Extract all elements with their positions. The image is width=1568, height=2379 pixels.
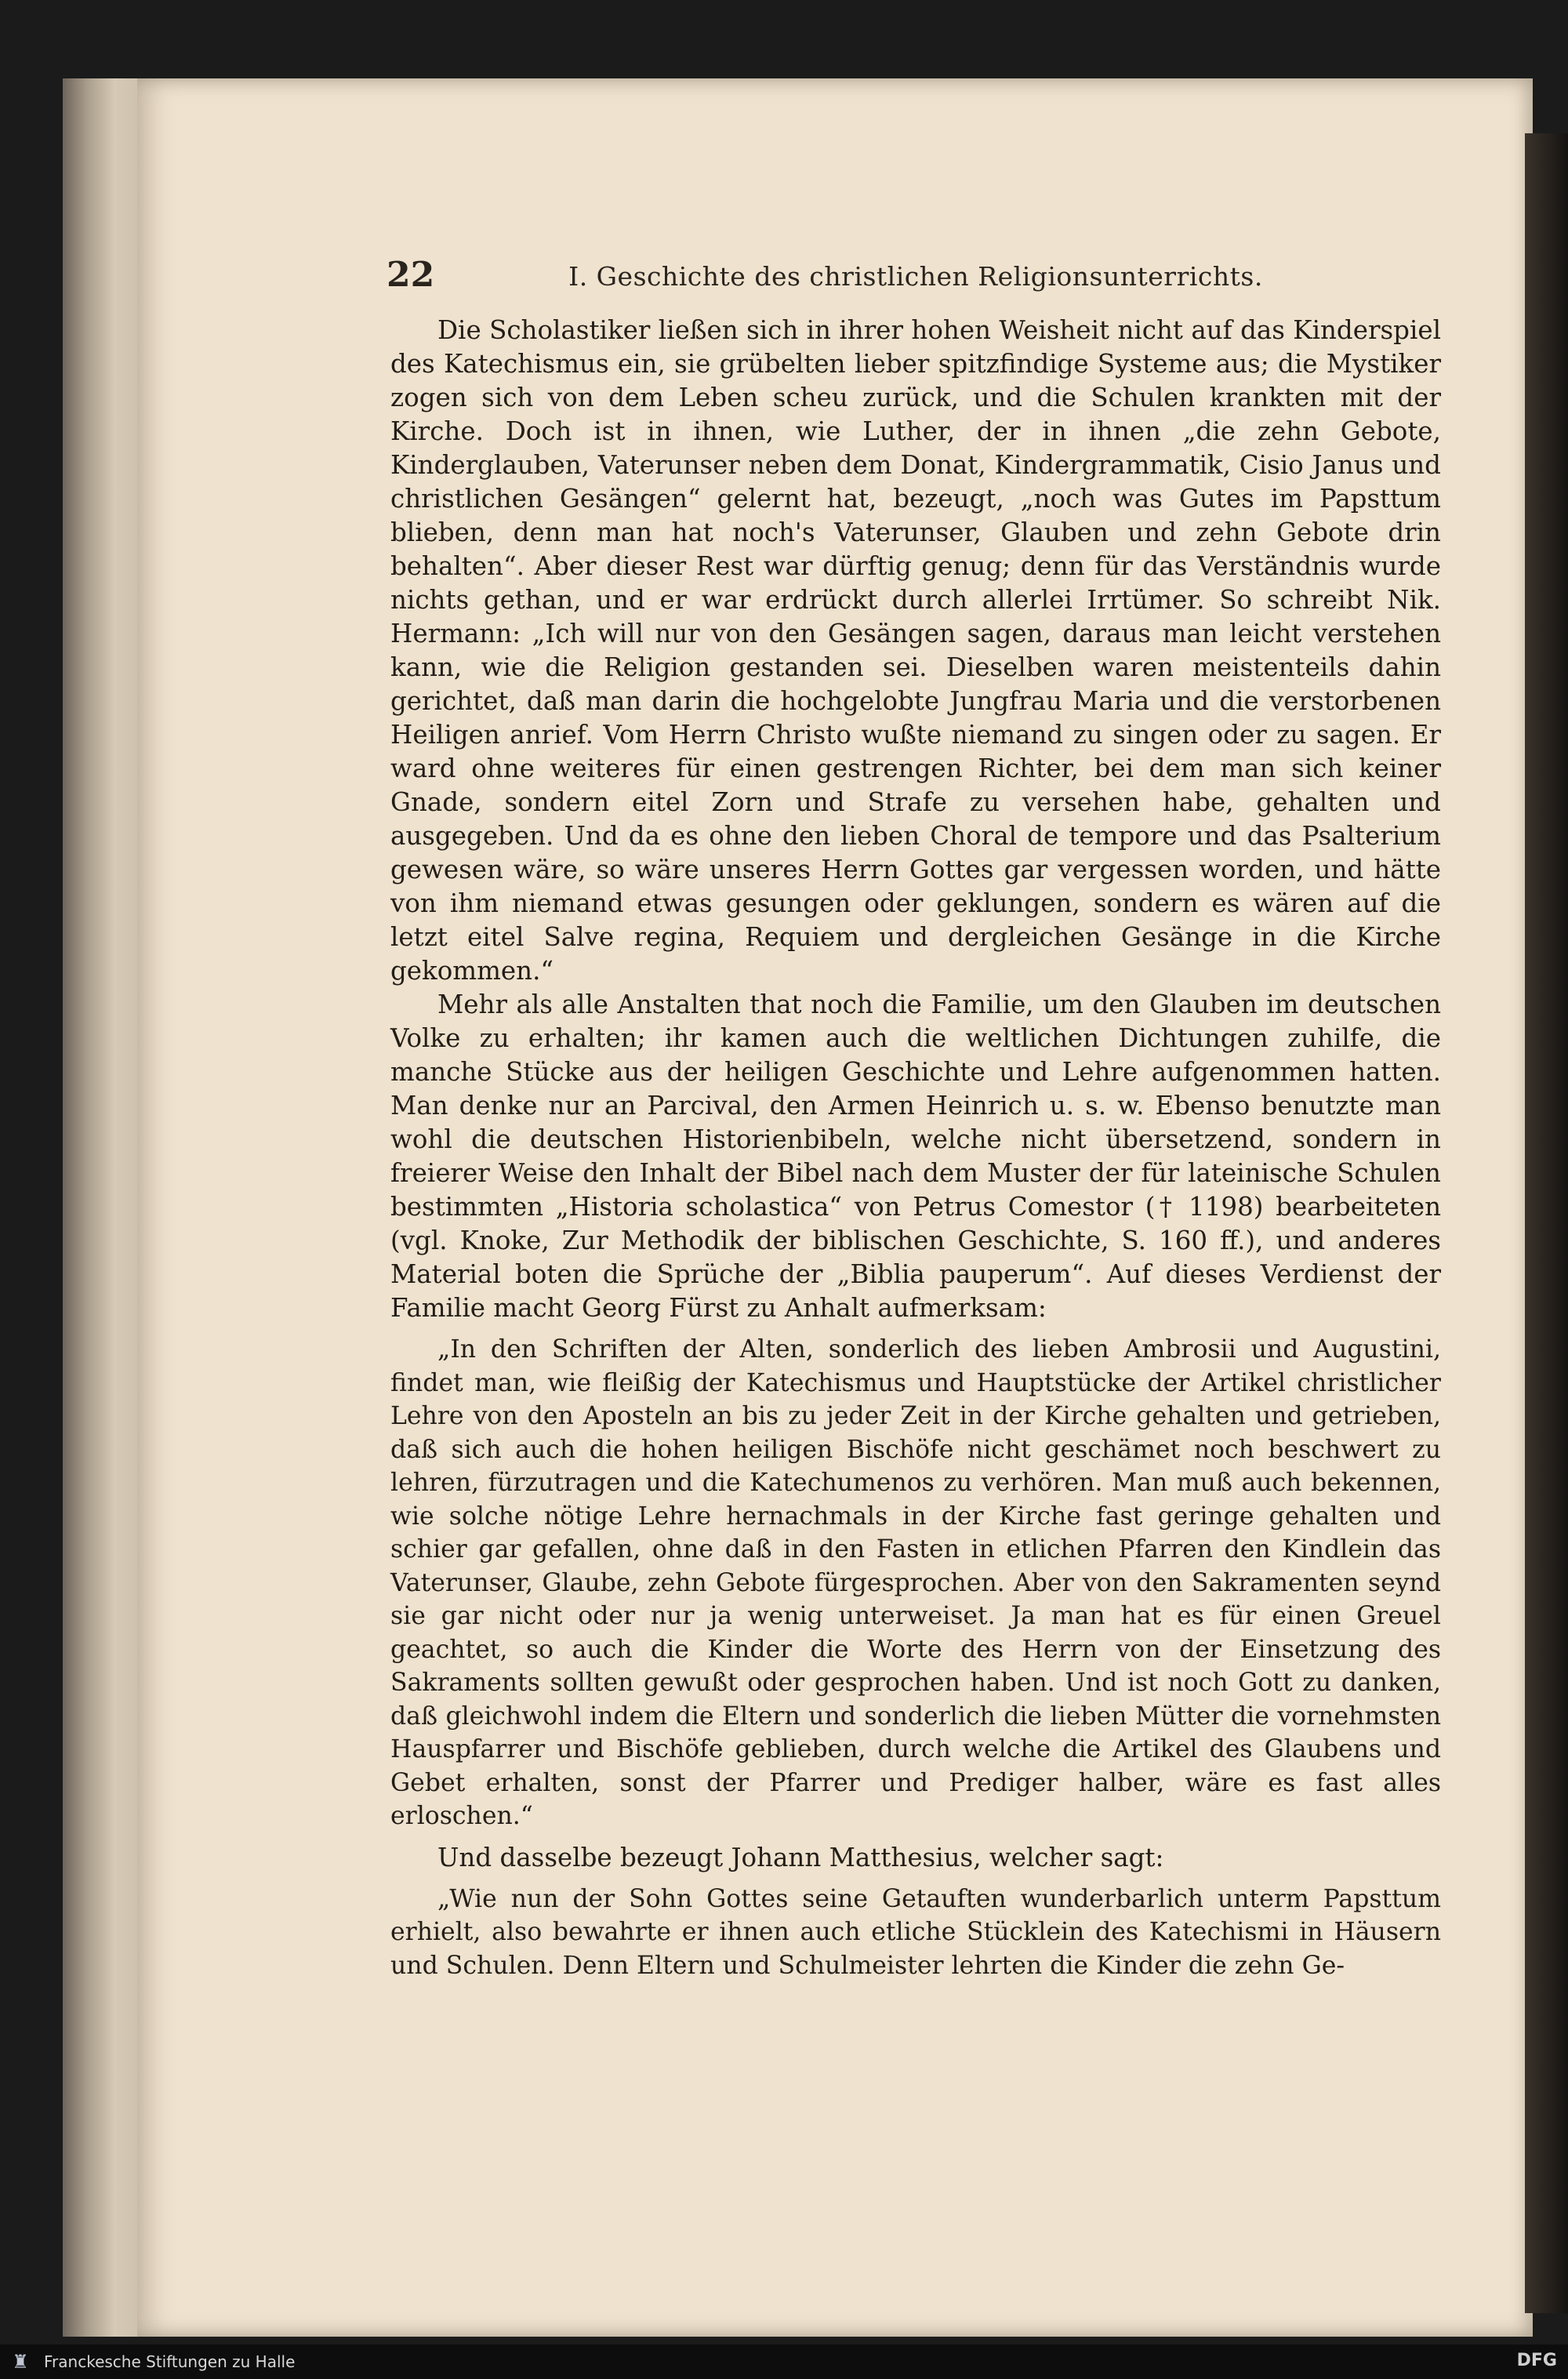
page-number: 22 <box>387 255 435 295</box>
body-text <box>390 314 1441 1982</box>
running-title: I. Geschichte des christlichen Religionsunterrichts. <box>568 261 1263 292</box>
paragraph-2: Mehr als alle Anstalten that noch die Familie, um den Glauben im deutschen Volke zu erhalten; ihr kamen auch die weltlichen Dichtungen zuhilfe, die manche Stücke aus der heiligen Geschichte und Lehre aufgenommen hatten. Man denke nur an Parcival, den Armen Heinrich u. s. w. Ebenso benutzte man wohl die deutschen Historienbibeln, welche nicht übersetzend, sondern in freierer Weise den Inhalt der Bibel nach dem Muster der für lateinische Schulen bestimmten „Historia scholastica“ von Petrus Comestor († 1198) bearbeiteten (vgl. Knoke, Zur Methodik der biblischen Geschichte, S. 160 ff.), und anderes Material boten die Sprüche der „Biblia pauperum“. Auf dieses Verdienst der Familie macht Georg Fürst zu Anhalt aufmerksam: <box>390 990 1441 1323</box>
institution-logo-icon: ♜ <box>12 2351 29 2373</box>
paragraph-3: Und dasselbe bezeugt Johann Matthesius, welcher sagt: <box>437 1842 1164 1872</box>
page-gutter <box>1525 133 1568 2313</box>
paragraph-1: Die Scholastiker ließen sich in ihrer hohen Weisheit nicht auf das Kinderspiel des Katechismus ein, sie grübelten lieber spitzfindige Systeme aus; die Mystiker zogen sich von dem Leben scheu zurück, und die Schulen krankten mit der Kirche. Doch ist in ihnen, wie Luther, der in ihnen „die zehn Gebote, Kinderglauben, Vaterunser neben dem Donat, Kindergrammatik, Cisio Janus und christlichen Gesängen“ gelernt hat, bezeugt, „noch was Gutes im Papsttum blieben, denn man hat noch's Vaterunser, Glauben und zehn Gebote drin behalten“. Aber dieser Rest war dürftig genug; denn für das Verständnis wurde nichts gethan, und er war erdrückt durch allerlei Irrtümer. So schreibt Nik. Hermann: „Ich will nur von den Gesängen sagen, daraus man leicht verstehen kann, wie die Religion gestanden sei. Dieselben waren meistenteils dahin gerichtet, daß man darin die hochgelobte Jungfrau Maria und die verstorbenen Heiligen anrief. Vom Herrn Christo wußte niemand zu singen oder zu sagen. Er ward ohne weiteres für einen gestrengen Richter, bei dem man sich keiner Gnade, sondern eitel Zorn und Strafe zu versehen habe, gehalten und ausgegeben. Und da es ohne den lieben Choral de tempore und das Psalterium gewesen wäre, so wäre unseres Herrn Gottes gar vergessen worden, und hätte von ihm niemand etwas gesungen oder geklungen, sondern es wären auf die letzt eitel Salve regina, Requiem und dergleichen Gesänge in die Kirche gekommen.“ <box>390 315 1441 986</box>
dfg-logo: DFG <box>1516 2351 1557 2370</box>
institution-name: Franckesche Stiftungen zu Halle <box>44 2352 296 2371</box>
viewer-footer <box>0 2344 1568 2379</box>
page-header <box>249 255 1441 302</box>
quote-2: „Wie nun der Sohn Gottes seine Getauften wunderbarlich unterm Papsttum erhielt, also bewahrte er ihnen auch etliche Stücklein des Katechismi in Häusern und Schulen. Denn Eltern und Schulmeister lehrten die Kinder die zehn Ge- <box>390 1884 1441 1980</box>
quote-1: „In den Schriften der Alten, sonderlich des lieben Ambrosii und Augustini, findet man, wie fleißig der Katechismus und Hauptstücke der Artikel christlicher Lehre von den Aposteln an bis zu jeder Zeit in der Kirche gehalten und getrieben, daß sich auch die hohen heiligen Bischöfe nicht geschämet noch beschwert zu lehren, fürzutragen und die Katechumenos zu verhören. Man muß auch bekennen, wie solche nötige Lehre hernachmals in der Kirche fast geringe gehalten und schier gar gefallen, ohne daß in den Fasten in etlichen Pfarren den Kindlein das Vaterunser, Glaube, zehn Gebote fürgesprochen. Aber von den Sakramenten seynd sie gar nicht oder nur ja wenig unterweiset. Ja man hat es für einen Greuel geachtet, so auch die Kinder die Worte des Herrn von der Einsetzung des Sakraments sollten gewußt oder gesprochen haben. Und ist noch Gott zu danken, daß gleichwohl indem die Eltern und sonderlich die lieben Mütter die vornehmsten Hauspfarrer und Bischöfe geblieben, durch welche die Artikel des Glaubens und Gebet erhalten, sonst der Pfarrer und Prediger halber, wäre es fast alles erloschen.“ <box>390 1335 1441 1830</box>
